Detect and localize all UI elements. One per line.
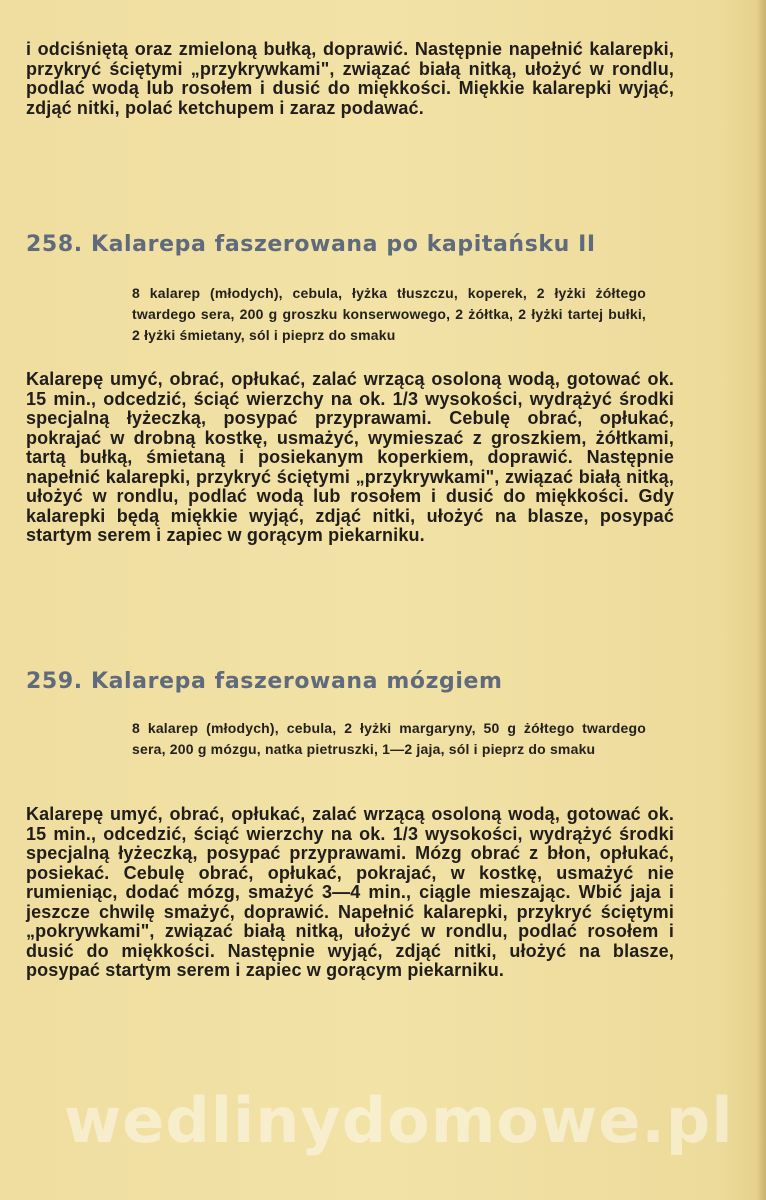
- recipe-259-title: 259. Kalarepa faszerowana mózgiem: [26, 669, 503, 694]
- recipe-258-title: 258. Kalarepa faszerowana po kapitańsku II: [26, 232, 596, 257]
- recipe-259-ingredients: 8 kalarep (młodych), cebula, 2 łyżki margaryny, 50 g żółtego twardego sera, 200 g mózgu, natka pietruszki, 1—2 jaja, sól i pieprz do smaku: [132, 720, 646, 757]
- intro-paragraph: i odciśniętą oraz zmieloną bułką, doprawić. Następnie napełnić kalarepki, przykryć ściętymi „przykrywkami", związać białą nitką, ułożyć w rondlu, podlać wodą lub rosołem i dusić do miękkości. Miękkie kalarepki wyjąć, zdjąć nitki, polać ketchupem i zaraz podawać.: [26, 39, 674, 118]
- recipe-258-instructions: Kalarepę umyć, obrać, opłukać, zalać wrzącą osoloną wodą, gotować ok. 15 min., odcedzić, ściąć wierzchy na ok. 1/3 wysokości, wydrążyć środki specjalną łyżeczką, posypać przyprawami. Cebulę obrać, opłukać, pokrajać w drobną kostkę, usmażyć, wymieszać z groszkiem, żółtkami, tartą bułką, śmietaną i posiekanym koperkiem, doprawić. Następnie napełnić kalarepki, przykryć ściętymi „przykrywkami", związać białą nitką, ułożyć w rondlu, podlać wodą lub rosołem i dusić do miękkości. Gdy kalarepki będą miękkie wyjąć, zdjąć nitki, ułożyć na blasze, posypać startym serem i zapiec w gorącym piekarniku.: [26, 369, 674, 545]
- page-edge-shadow: [756, 0, 766, 1200]
- recipe-258-ingredients: 8 kalarep (młodych), cebula, łyżka tłuszczu, koperek, 2 łyżki żółtego twardego sera, 200 g groszku konserwowego, 2 żółtka, 2 łyżki tartej bułki, 2 łyżki śmietany, sól i pieprz do smaku: [132, 285, 646, 343]
- recipe-259-instructions: Kalarepę umyć, obrać, opłukać, zalać wrzącą osoloną wodą, gotować ok. 15 min., odcedzić, ściąć wierzchy na ok. 1/3 wysokości, wydrążyć środki specjalną łyżeczką, posypać przyprawami. Mózg obrać z błon, opłukać, posiekać. Cebulę obrać, opłukać, pokrajać, w kostkę, usmażyć nie rumieniąc, dodać mózg, smażyć 3—4 min., ciągle mieszając. Wbić jaja i jeszcze chwilę smażyć, doprawić. Napełnić kalarepki, przykryć ściętymi „pokrywkami", związać białą nitką, ułożyć w rondlu, podlać rosołem i dusić do miękkości. Następnie wyjąć, zdjąć nitki, ułożyć na blasze, posypać startym serem i zapiec w gorącym piekarniku.: [26, 804, 674, 980]
- site-watermark: wedlinydomowe.pl: [64, 1084, 734, 1157]
